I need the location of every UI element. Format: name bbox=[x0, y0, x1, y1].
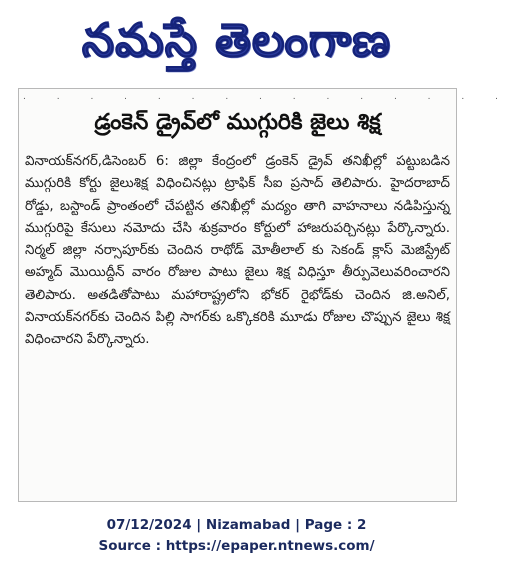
source-link[interactable]: Source : https://epaper.ntnews.com/ bbox=[98, 538, 375, 554]
masthead-title: నమస్తే తెలంగాణ bbox=[81, 13, 392, 67]
newspaper-masthead bbox=[0, 0, 473, 80]
clipping-cut-marks: . . . . . . . . . . . . . . . bbox=[23, 92, 512, 102]
article-headline: డ్రంకెన్ డ్రైవ్‌లో ముగ్గురికి జైలు శిక్ష bbox=[94, 110, 381, 135]
article-body: వినాయక్‌నగర్,డిసెంబర్ 6: జిల్లా కేంద్రంలో డ్రంకెన్ డ్రైవ్ తనిఖీల్లో పట్టుబడిన ముగ్గురికి కోర్టు జైలుశిక్ష విధించినట్లు ట్రాఫిక్ సీఐ ప్రసాద్ తెలిపారు. హైదరాబాద్ రోడ్డు, బస్టాండ్ ప్రాంతంలో చేపట్టిన తనిఖీల్లో మద్యం తాగి వాహనాలు నడిపిస్తున్న ముగ్గురిపై కేసులు నమోదు చేసి శుక్రవారం కోర్టులో హాజరుపర్చినట్లు పేర్కొన్నారు. నిర్మల్ జిల్లా నర్సాపూర్‌కు చెందిన రాథోడ్ మోతీలాల్ కు సెకండ్ క్లాస్ మెజిస్ట్రేట్ అహ్మద్ మొయిద్దీన్ వారం రోజుల పాటు జైలు శిక్ష విధిస్తూ తీర్పువెలువరించారని తెలిపారు. అతడితోపాటు మహారాష్ట్రలోని భోకర్ రైభోడ్‌కు చెందిన జి.అనిల్, వినాయక్‌నగర్‌కు చెందిన పిల్లి సాగర్‌కు ఒక్కొకరికి మూడు రోజుల చొప్పున జైలు శిక్ష విధించారని పేర్కొన్నారు. bbox=[25, 154, 450, 348]
publication-meta: 07/12/2024 | Nizamabad | Page : 2 bbox=[106, 517, 367, 533]
clipping-footer bbox=[0, 515, 473, 557]
news-clipping bbox=[18, 88, 512, 502]
